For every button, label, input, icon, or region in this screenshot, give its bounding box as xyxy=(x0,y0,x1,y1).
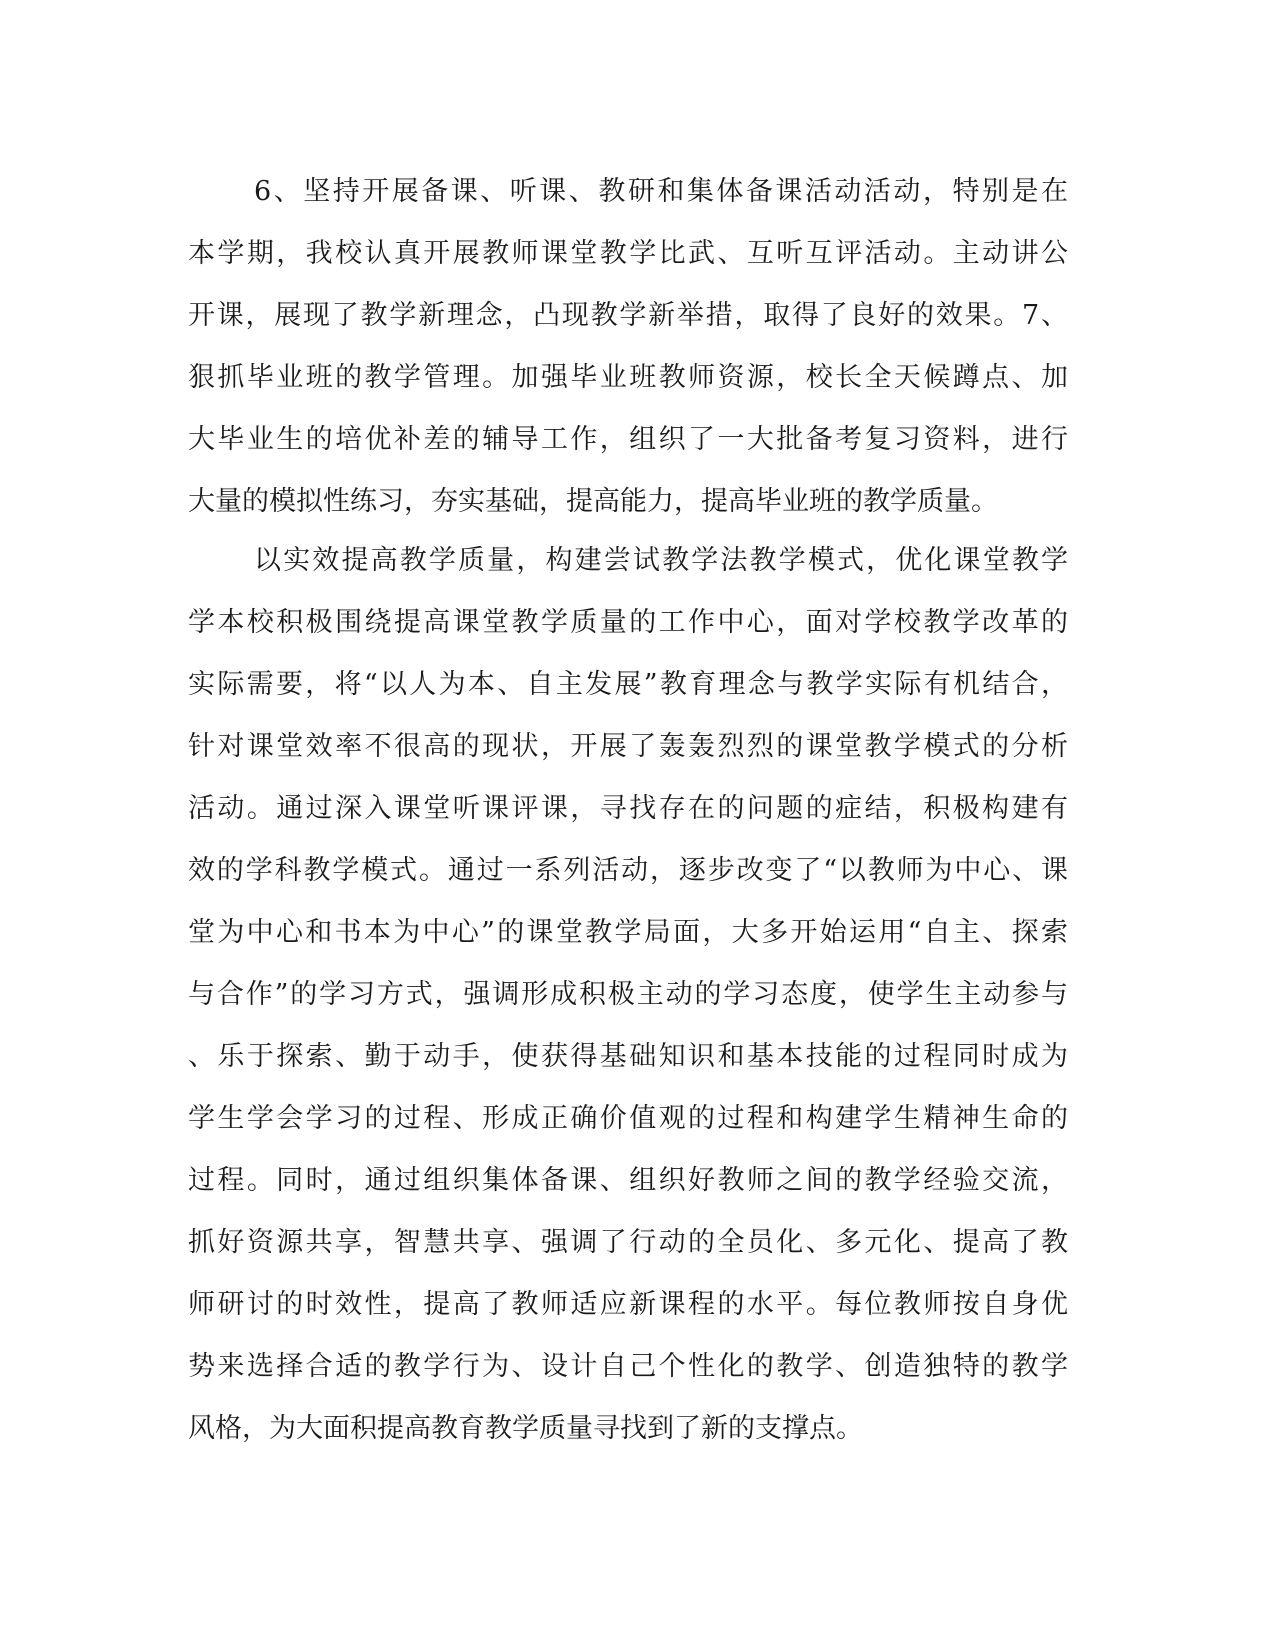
text-line: 狠抓毕业班的教学管理。加强毕业班教师资源，校长全天候蹲点、加 xyxy=(188,362,1068,393)
text-line: 学本校积极围绕提高课堂教学质量的工作中心，面对学校教学改革的 xyxy=(188,607,1068,638)
text-line: 6、坚持开展备课、听课、教研和集体备课活动活动，特别是在 xyxy=(254,176,1068,207)
text-line: 风格，为大面积提高教育教学质量寻找到了新的支撑点。 xyxy=(188,1413,863,1444)
text-line: 抓好资源共享，智慧共享、强调了行动的全员化、多元化、提高了教 xyxy=(188,1227,1068,1258)
text-line: 实际需要，将“以人为本、自主发展”教育理念与教学实际有机结合， xyxy=(188,669,1068,700)
text-line: 过程。同时，通过组织集体备课、组织好教师之间的教学经验交流， xyxy=(188,1165,1068,1196)
text-line: 学生学会学习的过程、形成正确价值观的过程和构建学生精神生命的 xyxy=(188,1103,1068,1134)
text-line: 大毕业生的培优补差的辅导工作，组织了一大批备考复习资料，进行 xyxy=(188,424,1068,455)
text-line: 、乐于探索、勤于动手，使获得基础知识和基本技能的过程同时成为 xyxy=(188,1041,1068,1072)
text-line: 活动。通过深入课堂听课评课，寻找存在的问题的症结，积极构建有 xyxy=(188,793,1068,824)
paragraph-teaching-activities xyxy=(188,161,1068,533)
paragraph-teaching-model xyxy=(188,530,1068,1460)
text-line: 针对课堂效率不很高的现状，开展了轰轰烈烈的课堂教学模式的分析 xyxy=(188,731,1068,762)
text-line: 以实效提高教学质量，构建尝试教学法教学模式，优化课堂教学 xyxy=(254,545,1068,576)
text-line: 大量的模拟性练习，夯实基础，提高能力，提高毕业班的教学质量。 xyxy=(188,486,998,517)
text-line: 堂为中心和书本为中心”的课堂教学局面，大多开始运用“自主、探索 xyxy=(188,917,1068,948)
text-line: 师研讨的时效性，提高了教师适应新课程的水平。每位教师按自身优 xyxy=(188,1289,1068,1320)
text-line: 势来选择合适的教学行为、设计自己个性化的教学、创造独特的教学 xyxy=(188,1351,1068,1382)
text-line: 与合作”的学习方式，强调形成积极主动的学习态度，使学生主动参与 xyxy=(188,979,1068,1010)
text-line: 开课，展现了教学新理念，凸现教学新举措，取得了良好的效果。7、 xyxy=(188,300,1068,331)
text-line: 本学期，我校认真开展教师课堂教学比武、互听互评活动。主动讲公 xyxy=(188,238,1068,269)
text-line: 效的学科教学模式。通过一系列活动，逐步改变了“以教师为中心、课 xyxy=(188,855,1068,886)
